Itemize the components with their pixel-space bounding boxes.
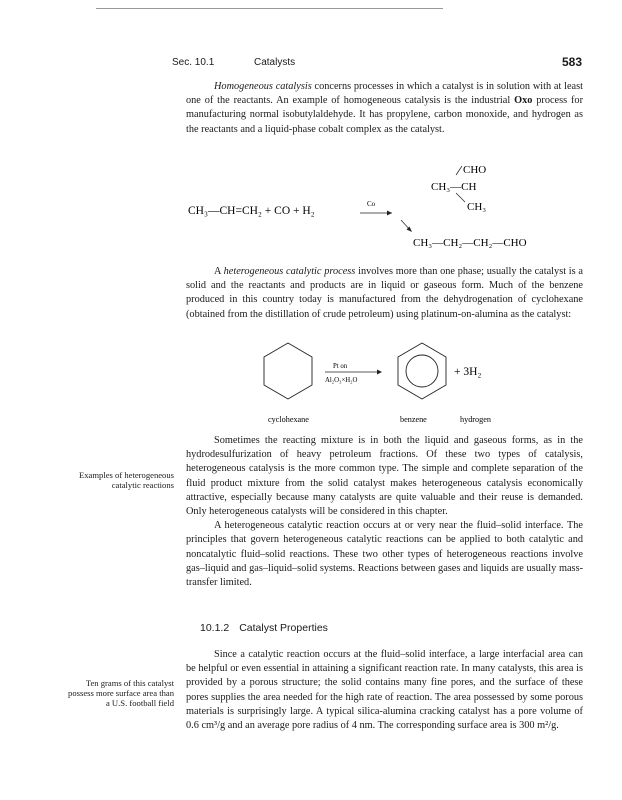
para3-text: Sometimes the reacting mixture is in both the liquid and gaseous forms, as in the hydrodesulfurization of heavy petroleum fractions. Of these two types of catalysis, heterogeneous catalysis is the more common type. The simple and complete separation of the fluid product mixture from the solid catalyst makes heterogeneous catalysis economically attractive, especially because many catalysts are quite valuable and their reuse is demanded. Only heterogeneous catalysts will be considered in this chapter.	[186, 435, 583, 518]
term-homogeneous: Homogeneous catalysis	[214, 81, 312, 92]
hydrogen-label: hydrogen	[460, 415, 491, 424]
para2-text-a: A	[214, 266, 224, 277]
catalyst-top-label: Pt on	[333, 363, 348, 370]
subsection-number: 10.1.2	[200, 622, 230, 634]
equation-reactants: CH₃—CH=CH₂ + CO + H₂	[188, 205, 315, 217]
branched-ch3: CH₃	[467, 201, 487, 213]
running-header	[172, 56, 582, 70]
equation-catalyst: Co	[367, 200, 376, 208]
section-label: Sec. 10.1	[172, 57, 215, 68]
oxo-reaction-equation	[186, 158, 583, 250]
catalyst-bottom-label: Al₂O₃×H₂O	[325, 377, 358, 384]
benzene-aromatic-circle	[406, 355, 438, 387]
figure-arrow-head	[377, 370, 382, 375]
margin-note-surface-area: Ten grams of this catalyst possess more surface area than a U.S. football field	[68, 678, 174, 709]
para4-text: Since a catalytic reaction occurs at the fluid–solid interface, a large interfacial area can be helpful or even essential in attaining a significant reaction rate. In many catalysts, this area is provided by a porous structure; the solid contains many fine pores, and the surface of these pores supplies the area needed for the high rate of reaction. The area possessed by some porous materials is surprisingly large. A typical silica-alumina cracking catalyst has a pore volume of 0.6 cm³/g and an average pore radius of 4 nm. The corresponding surface area is 300 m²/g.	[186, 649, 583, 732]
margin-note-examples: Examples of heterogeneous catalytic reactions	[79, 470, 174, 491]
para3b-text: A heterogeneous catalytic reaction occurs at or very near the fluid–solid interface. The principles that govern heterogeneous catalytic reactions can be applied to both catalytic and noncatalytic fluid–solid reactions. These two other types of heterogeneous reactions involve gas–liquid and gas–liquid–solid systems. Reactions between gases and liquids are usually mass-transfer limited.	[186, 520, 583, 589]
term-oxo: Oxo	[514, 95, 533, 107]
plus-hydrogen-label: + 3H₂	[454, 366, 482, 378]
benzene-label: benzene	[400, 415, 427, 424]
term-heterogeneous: heterogeneous catalytic process	[223, 266, 356, 277]
dehydrogenation-figure	[186, 338, 583, 430]
linear-product: CH₃—CH₂—CH₂—CHO	[413, 237, 527, 249]
section-title: Catalysts	[254, 57, 296, 68]
subsection-title: Catalyst Properties	[239, 622, 328, 634]
para2-text-b: involves more than one phase; usually the catalyst is a solid and the reactants and products are in liquid or gaseous form. Much of the benzene produced in this country today is manufactured from the dehydrogenation of cyclohexane (obtained from the distillation of crude petroleum) using platinum-on-alumina as the catalyst:	[186, 266, 583, 320]
cyclohexane-label: cyclohexane	[268, 415, 309, 424]
subsection-heading	[200, 622, 328, 634]
branched-chain: CH₃—CH	[431, 181, 477, 193]
paragraph-heterogeneous	[186, 265, 583, 322]
equation-arrow-head	[387, 211, 392, 216]
paragraph-homogeneous	[186, 80, 583, 137]
top-rule	[96, 8, 443, 9]
branched-cho: CHO	[463, 164, 487, 176]
branched-bond-down	[456, 193, 465, 202]
page-number: 583	[561, 55, 582, 69]
para1-text-a: concerns processes in which a catalyst is in solution with at least one of the reactants. An example of homogeneous catalysis is the industrial	[186, 81, 583, 107]
para1-text-b: process for manufacturing normal isobutylaldehyde. It has propylene, carbon monoxide, and hydrogen as the reactants and a liquid-phase cobalt complex as the catalyst.	[186, 95, 583, 135]
paragraph-mixture	[186, 434, 583, 590]
paragraph-catalyst-properties	[186, 648, 583, 733]
benzene-ring-icon	[398, 343, 446, 399]
branched-bond-up	[456, 166, 462, 175]
cyclohexane-ring-icon	[264, 343, 312, 399]
